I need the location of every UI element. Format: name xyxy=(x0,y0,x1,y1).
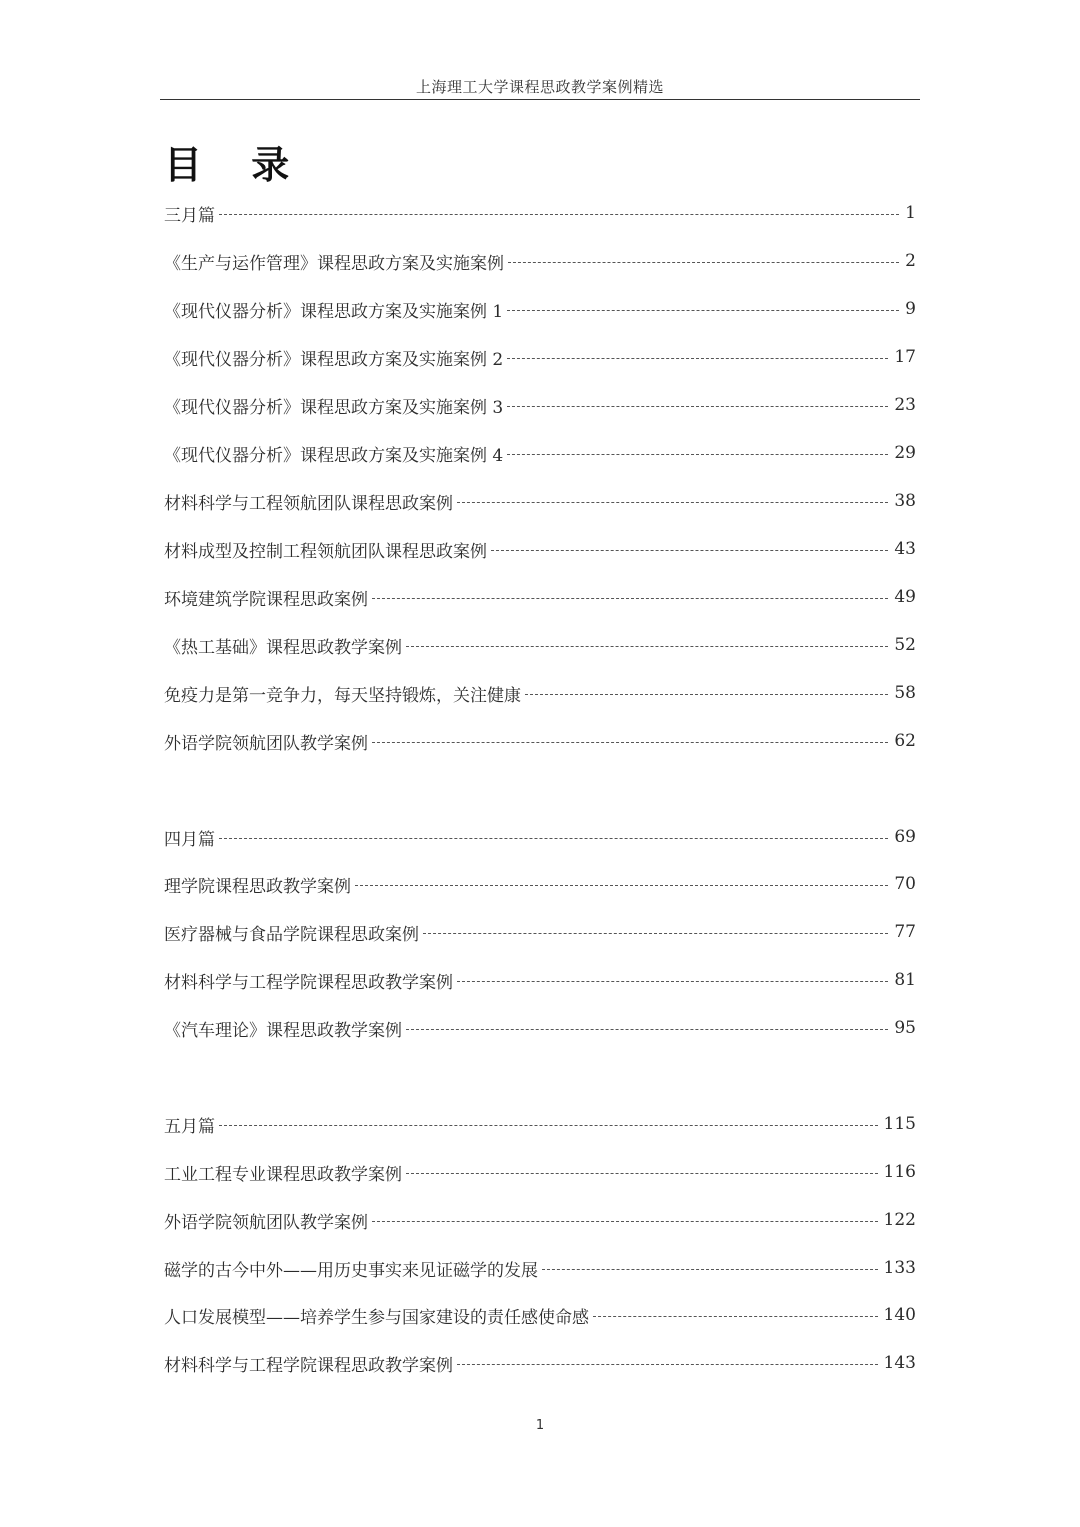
toc-entry[interactable] xyxy=(164,679,916,707)
toc-entry[interactable] xyxy=(164,1254,916,1282)
toc-entry-title: 人口发展模型——培养学生参与国家建设的责任感使命感 xyxy=(164,1307,589,1328)
dot-leader xyxy=(542,1269,878,1270)
toc-entry-title: 《热工基础》课程思政教学案例 xyxy=(164,637,402,658)
toc-entry-page: 1 xyxy=(905,203,916,223)
toc-entry-title: 三月篇 xyxy=(164,205,215,226)
toc-entry-title: 外语学院领航团队教学案例 xyxy=(164,1212,368,1233)
dot-leader xyxy=(457,502,888,503)
toc-entry-page: 95 xyxy=(894,1018,916,1038)
toc-entry-april-section[interactable] xyxy=(164,823,916,851)
toc-entry[interactable] xyxy=(164,1301,916,1329)
toc-entry-page: 17 xyxy=(894,347,916,367)
toc-entry-page: 115 xyxy=(883,1114,916,1134)
toc-entry-title: 理学院课程思政教学案例 xyxy=(164,876,351,897)
toc-entry-title: 工业工程专业课程思政教学案例 xyxy=(164,1164,402,1185)
toc-entry-page: 133 xyxy=(883,1258,916,1278)
toc-entry[interactable] xyxy=(164,295,916,323)
toc-entry-page: 77 xyxy=(894,922,916,942)
toc-entry-page: 58 xyxy=(894,683,916,703)
toc-entry-title: 《现代仪器分析》课程思政方案及实施案例 3 xyxy=(164,397,504,418)
dot-leader xyxy=(406,646,888,647)
toc-title: 目 录 xyxy=(164,143,308,187)
toc-entry-page: 29 xyxy=(894,443,916,463)
toc-entry[interactable] xyxy=(164,343,916,371)
toc-entry-page: 122 xyxy=(883,1210,916,1230)
toc-entry[interactable] xyxy=(164,870,916,898)
toc-entry-page: 69 xyxy=(894,827,916,847)
dot-leader xyxy=(457,981,888,982)
dot-leader xyxy=(406,1029,888,1030)
toc-entry-title: 《现代仪器分析》课程思政方案及实施案例 1 xyxy=(164,301,504,322)
toc-entry-title: 四月篇 xyxy=(164,829,215,850)
toc-entry-page: 9 xyxy=(905,299,916,319)
dot-leader xyxy=(457,1364,878,1365)
toc-entry-page: 23 xyxy=(894,395,916,415)
dot-leader xyxy=(507,310,899,311)
dot-leader xyxy=(355,885,888,886)
dot-leader xyxy=(372,598,888,599)
dot-leader xyxy=(219,838,888,839)
toc-entry-page: 81 xyxy=(894,970,916,990)
header-rule xyxy=(160,99,920,100)
toc-entry-title: 外语学院领航团队教学案例 xyxy=(164,733,368,754)
toc-entry-page: 116 xyxy=(883,1162,916,1182)
toc-entry[interactable] xyxy=(164,487,916,515)
toc-entry[interactable] xyxy=(164,391,916,419)
toc-entry[interactable] xyxy=(164,1014,916,1042)
toc-entry[interactable] xyxy=(164,439,916,467)
dot-leader xyxy=(507,454,888,455)
dot-leader xyxy=(508,262,899,263)
toc-entry[interactable] xyxy=(164,583,916,611)
dot-leader xyxy=(406,1173,878,1174)
toc-entry[interactable] xyxy=(164,1349,916,1377)
toc-entry-title: 五月篇 xyxy=(164,1116,215,1137)
dot-leader xyxy=(372,742,888,743)
toc-entry-title: 磁学的古今中外——用历史事实来见证磁学的发展 xyxy=(164,1260,538,1281)
dot-leader xyxy=(423,933,888,934)
dot-leader xyxy=(507,406,888,407)
toc-entry-page: 62 xyxy=(894,731,916,751)
toc-entry-title: 《汽车理论》课程思政教学案例 xyxy=(164,1020,402,1041)
toc-entry-title: 《现代仪器分析》课程思政方案及实施案例 2 xyxy=(164,349,504,370)
toc-entry-page: 140 xyxy=(883,1305,916,1325)
running-header: 上海理工大学课程思政教学案例精选 xyxy=(415,78,664,96)
toc-entry-page: 38 xyxy=(894,491,916,511)
toc-entry-page: 70 xyxy=(894,874,916,894)
page-number: 1 xyxy=(535,1418,545,1433)
toc-entry[interactable] xyxy=(164,918,916,946)
toc-entry-title: 环境建筑学院课程思政案例 xyxy=(164,589,368,610)
toc-entry[interactable] xyxy=(164,966,916,994)
toc-entry-title: 材料成型及控制工程领航团队课程思政案例 xyxy=(164,541,487,562)
toc-entry-may-section[interactable] xyxy=(164,1110,916,1138)
toc-entry-march-section[interactable] xyxy=(164,199,916,227)
dot-leader xyxy=(507,358,888,359)
toc-entry-page: 2 xyxy=(905,251,916,271)
toc-entry-page: 43 xyxy=(894,539,916,559)
toc-entry[interactable] xyxy=(164,1206,916,1234)
dot-leader xyxy=(491,550,888,551)
dot-leader xyxy=(219,1125,878,1126)
toc-entry-title: 《现代仪器分析》课程思政方案及实施案例 4 xyxy=(164,445,504,466)
toc-entry[interactable] xyxy=(164,631,916,659)
toc-entry-title: 医疗器械与食品学院课程思政案例 xyxy=(164,924,419,945)
dot-leader xyxy=(525,694,888,695)
toc-entry-title: 免疫力是第一竞争力，每天坚持锻炼，关注健康 xyxy=(164,685,521,706)
toc-entry-title: 材料科学与工程学院课程思政教学案例 xyxy=(164,972,453,993)
toc-entry[interactable] xyxy=(164,247,916,275)
toc-entry[interactable] xyxy=(164,727,916,755)
toc-entry-page: 49 xyxy=(894,587,916,607)
dot-leader xyxy=(219,214,899,215)
toc-entry-title: 材料科学与工程学院课程思政教学案例 xyxy=(164,1355,453,1376)
toc-entry[interactable] xyxy=(164,535,916,563)
toc-entry-title: 《生产与运作管理》课程思政方案及实施案例 xyxy=(164,253,504,274)
dot-leader xyxy=(593,1316,878,1317)
dot-leader xyxy=(372,1221,878,1222)
toc-entry-page: 52 xyxy=(894,635,916,655)
toc-entry-page: 143 xyxy=(883,1353,916,1373)
toc-entry-title: 材料科学与工程领航团队课程思政案例 xyxy=(164,493,453,514)
toc-entry[interactable] xyxy=(164,1158,916,1186)
